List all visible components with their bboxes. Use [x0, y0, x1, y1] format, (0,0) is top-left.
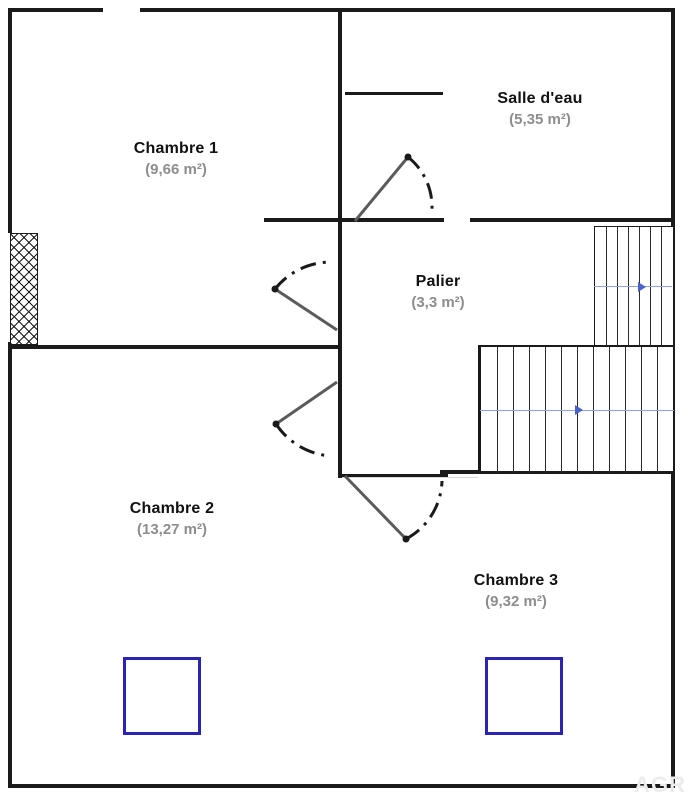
wall-left-lower: [8, 342, 12, 788]
stair-direction-line-upper: [594, 286, 672, 287]
wall-bottom: [8, 784, 675, 788]
stair-tread: [606, 227, 607, 347]
hatched-flue: [10, 233, 38, 345]
stair-tread: [628, 227, 629, 347]
stair-direction-arrow-lower: [575, 405, 583, 415]
watermark: AGR: [634, 772, 686, 797]
room-label-palier: [330, 271, 546, 313]
wall-salle-eau-bottom-right: [470, 218, 675, 222]
wall-salle-eau-partition: [345, 92, 443, 95]
room-label-chambre3: [408, 570, 624, 612]
room-label-chambre2: [64, 498, 280, 540]
window-chambre2: [123, 657, 201, 735]
stair-tread: [617, 227, 618, 347]
wall-salle-eau-bottom: [264, 218, 444, 222]
guide-line-palier-bottom: [342, 477, 478, 478]
room-label-salle-eau: [432, 88, 648, 130]
room-name: Chambre 3: [473, 572, 559, 589]
wall-horizontal-chambre1-chambre2: [10, 345, 342, 349]
door-chambre2: [273, 382, 338, 456]
door-chambre1: [272, 262, 338, 330]
wall-top-mid: [140, 8, 675, 12]
room-name: Palier: [415, 273, 461, 290]
stair-direction-arrow-upper: [638, 282, 646, 292]
wall-vertical-center-mid: [338, 220, 342, 478]
wall-left-upper: [8, 8, 12, 233]
room-area: (9,66 m²): [145, 160, 207, 178]
wall-top-left: [8, 8, 103, 12]
door-chambre3: [345, 476, 442, 543]
room-name: Salle d'eau: [497, 90, 583, 107]
window-chambre3-opening-bottom: [548, 722, 560, 732]
stair-tread: [650, 227, 651, 347]
room-name: Chambre 1: [133, 140, 219, 157]
room-label-chambre1: [68, 138, 284, 180]
stair-tread: [661, 227, 662, 347]
room-area: (5,35 m²): [509, 110, 571, 128]
room-area: (3,3 m²): [411, 293, 465, 311]
door-salle-eau: [355, 154, 432, 222]
room-area: (9,32 m²): [485, 592, 547, 610]
room-name: Chambre 2: [129, 500, 215, 517]
room-area: (13,27 m²): [136, 520, 208, 538]
window-chambre3-opening: [548, 660, 560, 670]
wall-vertical-center-upper: [338, 8, 342, 220]
